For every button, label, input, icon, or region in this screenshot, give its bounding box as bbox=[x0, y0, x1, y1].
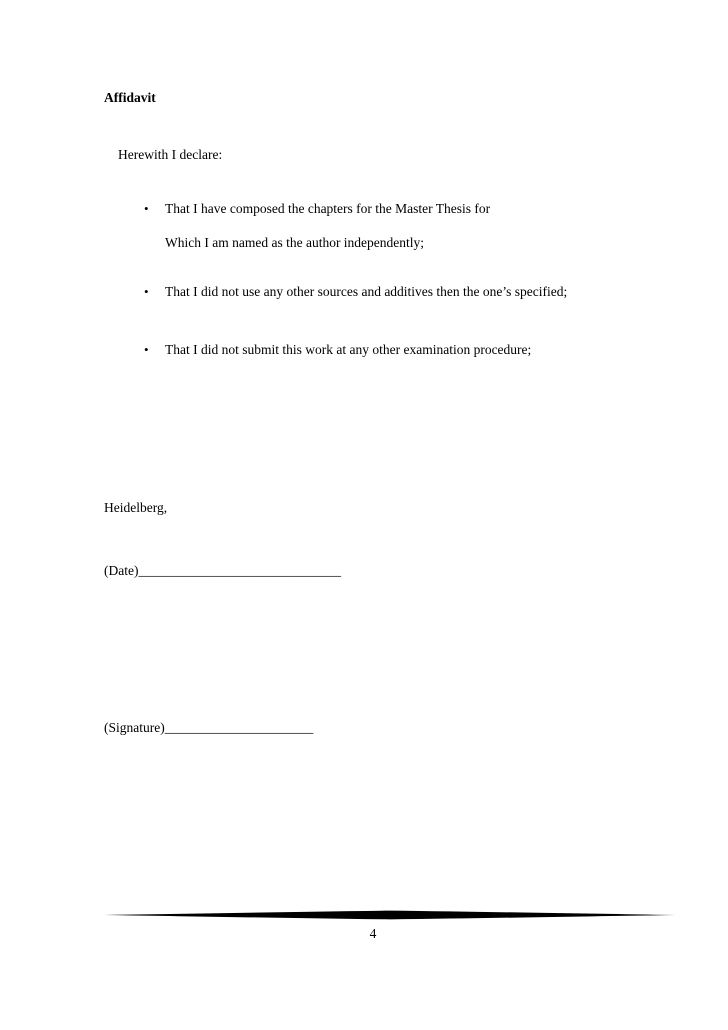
list-item: That I did not submit this work at any other examination procedure; bbox=[165, 342, 532, 357]
list-item-continuation: Which I am named as the author independently; bbox=[165, 235, 425, 250]
bullet-icon: • bbox=[144, 201, 149, 216]
bullet-icon: • bbox=[144, 342, 149, 357]
bullet-icon: • bbox=[144, 284, 149, 299]
date-line: (Date)______________________________ bbox=[104, 563, 341, 578]
footer-divider bbox=[104, 908, 676, 922]
place-text: Heidelberg, bbox=[104, 500, 168, 515]
list-item: That I have composed the chapters for the Master Thesis for bbox=[165, 201, 491, 216]
declaration-intro: Herewith I declare: bbox=[118, 147, 223, 162]
page-title: Affidavit bbox=[104, 90, 156, 105]
signature-line: (Signature)______________________ bbox=[104, 720, 314, 735]
page-number: 4 bbox=[369, 926, 377, 941]
list-item: That I did not use any other sources and additives then the one’s specified; bbox=[165, 284, 568, 299]
